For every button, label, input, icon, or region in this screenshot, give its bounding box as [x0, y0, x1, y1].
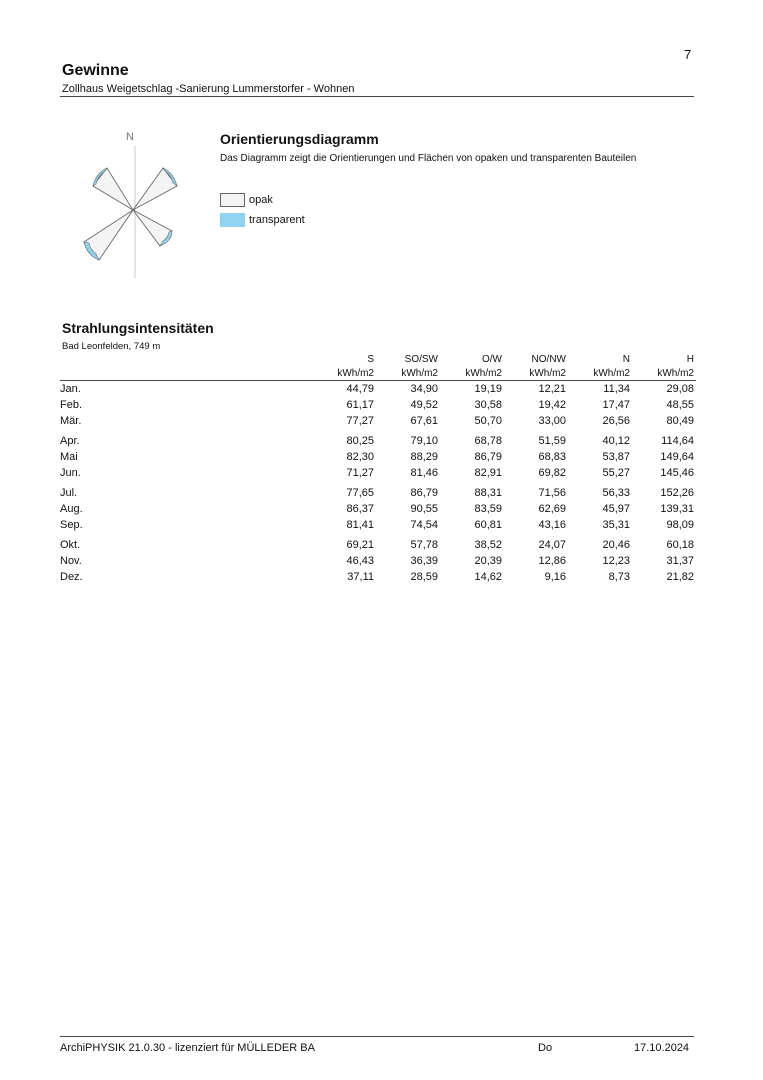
page-number: 7: [684, 47, 692, 62]
month-cell: Aug.: [60, 503, 83, 515]
footer-date: 17.10.2024: [634, 1042, 690, 1054]
unit-label: kWh/m2: [504, 366, 568, 381]
value-cell: 51,59: [538, 435, 566, 447]
value-cell: 88,29: [410, 451, 438, 463]
value-cell: 21,82: [666, 571, 694, 583]
legend-swatch-transparent: [220, 213, 245, 227]
month-cell: Dez.: [60, 571, 83, 583]
value-cell: 145,46: [660, 467, 694, 479]
month-cell: Jul.: [60, 487, 78, 499]
value-cell: 88,31: [474, 487, 502, 499]
value-cell: 35,31: [602, 519, 630, 531]
table-row: [60, 449, 696, 465]
unit-label: kWh/m2: [376, 366, 440, 381]
value-cell: 77,27: [346, 415, 374, 427]
project-subtitle: Zollhaus Weigetschlag -Sanierung Lummerstorfer - Wohnen: [62, 83, 355, 95]
table-row: [60, 429, 696, 449]
value-cell: 20,39: [474, 555, 502, 567]
location-label: Bad Leonfelden, 749 m: [62, 341, 161, 352]
value-cell: 45,97: [602, 503, 630, 515]
column-header: NO/NW: [531, 354, 566, 365]
legend-label-transparent: transparent: [249, 214, 305, 226]
value-cell: 139,31: [660, 503, 694, 515]
value-cell: 90,55: [410, 503, 438, 515]
value-cell: 9,16: [544, 571, 566, 583]
value-cell: 62,69: [538, 503, 566, 515]
month-cell: Sep.: [60, 519, 83, 531]
value-cell: 56,33: [602, 487, 630, 499]
wedge-se: [133, 210, 172, 246]
value-cell: 149,64: [660, 451, 694, 463]
table-row: [60, 517, 696, 533]
column-header: SO/SW: [404, 354, 438, 365]
value-cell: 19,19: [474, 383, 502, 395]
value-cell: 26,56: [602, 415, 630, 427]
footer-divider: [60, 1036, 694, 1037]
value-cell: 8,73: [608, 571, 630, 583]
value-cell: 28,59: [410, 571, 438, 583]
value-cell: 34,90: [410, 383, 438, 395]
value-cell: 69,82: [538, 467, 566, 479]
wedge-sw: [84, 210, 133, 260]
month-cell: Jan.: [60, 383, 81, 395]
month-cell: Okt.: [60, 539, 81, 551]
legend-swatch-opak: [220, 193, 245, 207]
legend-item-transparent: [220, 213, 305, 227]
value-cell: 74,54: [410, 519, 438, 531]
value-cell: 80,49: [666, 415, 694, 427]
diagram-title: Orientierungsdiagramm: [220, 131, 379, 147]
value-cell: 31,37: [666, 555, 694, 567]
value-cell: 29,08: [666, 383, 694, 395]
unit-header-row: [60, 366, 696, 381]
column-header: S: [367, 354, 374, 365]
section-title: Strahlungsintensitäten: [62, 320, 214, 336]
value-cell: 33,00: [538, 415, 566, 427]
value-cell: 37,11: [347, 571, 374, 583]
unit-label: kWh/m2: [632, 366, 696, 381]
compass-north-label: N: [126, 131, 134, 143]
value-cell: 68,78: [474, 435, 502, 447]
value-cell: 46,43: [346, 555, 374, 567]
value-cell: 114,64: [661, 435, 694, 447]
value-cell: 80,25: [346, 435, 374, 447]
orientation-diagram: [60, 128, 210, 278]
value-cell: 60,81: [474, 519, 502, 531]
value-cell: 60,18: [666, 539, 694, 551]
value-cell: 69,21: [346, 539, 374, 551]
table-row: [60, 569, 696, 585]
footer-day: Do: [538, 1042, 553, 1054]
value-cell: 98,09: [666, 519, 694, 531]
month-cell: Mär.: [60, 415, 82, 427]
value-cell: 152,26: [660, 487, 694, 499]
page-title: Gewinne: [62, 62, 129, 79]
table-row: [60, 481, 696, 501]
value-cell: 19,42: [538, 399, 566, 411]
value-cell: 86,79: [474, 451, 502, 463]
value-cell: 57,78: [410, 539, 438, 551]
value-cell: 81,46: [410, 467, 438, 479]
value-cell: 44,79: [346, 383, 374, 395]
value-cell: 82,30: [346, 451, 374, 463]
table-row: [60, 533, 696, 553]
value-cell: 20,46: [602, 539, 630, 551]
value-cell: 67,61: [410, 415, 438, 427]
value-cell: 68,83: [538, 451, 566, 463]
value-cell: 40,12: [602, 435, 630, 447]
value-cell: 48,55: [666, 399, 694, 411]
unit-label: kWh/m2: [312, 366, 376, 381]
table-row: [60, 397, 696, 413]
value-cell: 71,56: [538, 487, 566, 499]
value-cell: 86,37: [346, 503, 374, 515]
month-cell: Jun.: [60, 467, 81, 479]
value-cell: 43,16: [538, 519, 566, 531]
value-cell: 83,59: [474, 503, 502, 515]
unit-label: kWh/m2: [440, 366, 504, 381]
value-cell: 17,47: [602, 399, 630, 411]
value-cell: 49,52: [410, 399, 438, 411]
value-cell: 86,79: [410, 487, 438, 499]
value-cell: 53,87: [602, 451, 630, 463]
column-header: N: [622, 354, 630, 365]
value-cell: 71,27: [346, 467, 374, 479]
value-cell: 12,86: [538, 555, 566, 567]
value-cell: 14,62: [474, 571, 502, 583]
value-cell: 38,52: [474, 539, 502, 551]
table-row: [60, 553, 696, 569]
month-cell: Mai: [60, 451, 78, 463]
table-row: [60, 465, 696, 481]
table-row: [60, 413, 696, 429]
value-cell: 50,70: [474, 415, 502, 427]
month-cell: Apr.: [60, 435, 80, 447]
value-cell: 77,65: [346, 487, 374, 499]
wedge-ne: [133, 168, 177, 210]
header-divider: [60, 96, 694, 97]
table-row: [60, 381, 696, 398]
value-cell: 30,58: [474, 399, 502, 411]
month-cell: Nov.: [60, 555, 82, 567]
diagram-description: Das Diagramm zeigt die Orientierungen und Flächen von opaken und transparenten Bauteilen: [220, 153, 637, 164]
value-cell: 61,17: [346, 399, 374, 411]
value-cell: 11,34: [603, 383, 630, 395]
radiation-table: [60, 353, 696, 585]
column-header: H: [686, 354, 694, 365]
value-cell: 55,27: [602, 467, 630, 479]
value-cell: 82,91: [474, 467, 502, 479]
value-cell: 12,23: [602, 555, 630, 567]
legend-item-opak: [220, 193, 273, 207]
legend-label-opak: opak: [249, 194, 273, 206]
value-cell: 36,39: [410, 555, 438, 567]
column-header-row: [60, 353, 696, 366]
table-row: [60, 501, 696, 517]
month-cell: Feb.: [60, 399, 83, 411]
column-header: O/W: [482, 354, 502, 365]
value-cell: 24,07: [538, 539, 566, 551]
value-cell: 79,10: [410, 435, 438, 447]
value-cell: 81,41: [346, 519, 374, 531]
value-cell: 12,21: [538, 383, 566, 395]
wedge-nw: [93, 168, 133, 210]
footer-software: ArchiPHYSIK 21.0.30 - lizenziert für MÜLLEDER BA: [60, 1042, 315, 1054]
unit-label: kWh/m2: [568, 366, 632, 381]
